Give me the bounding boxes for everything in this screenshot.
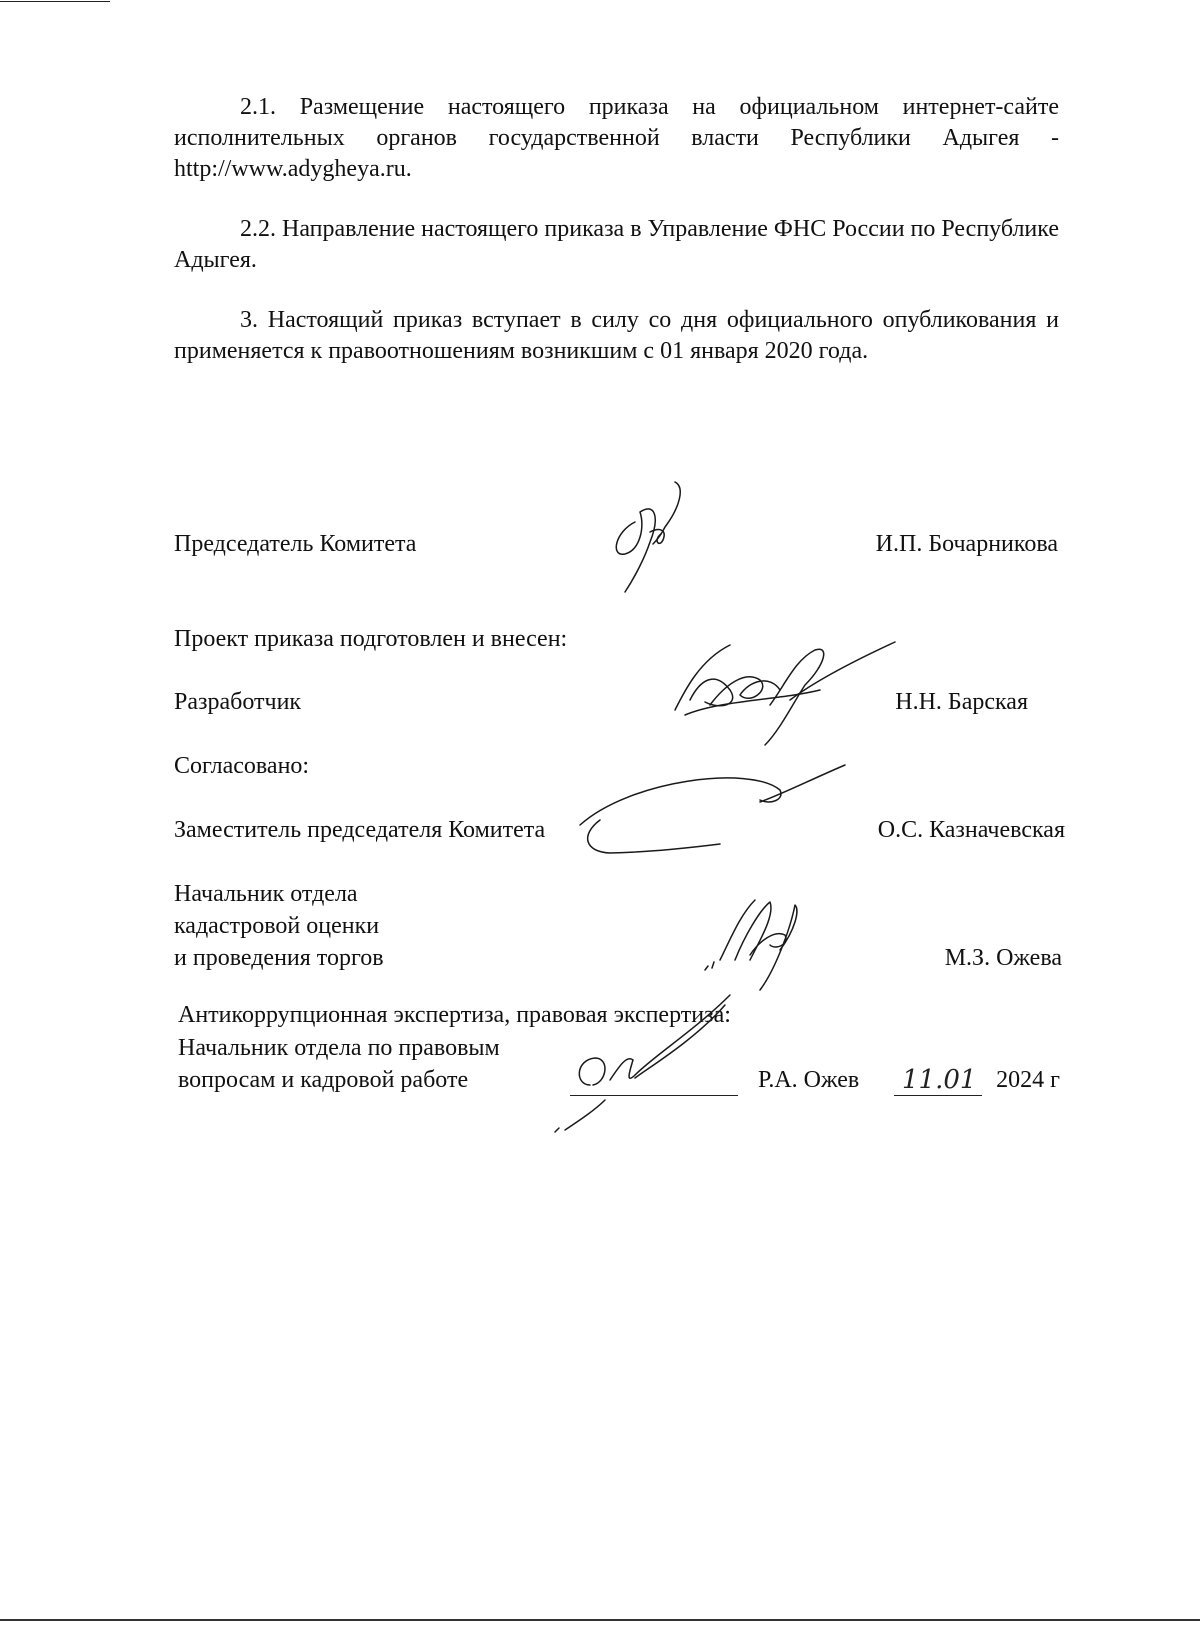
- chair-name: И.П. Бочарникова: [875, 531, 1058, 557]
- project-line: Проект приказа подготовлен и внесен:: [174, 626, 568, 652]
- head-signature: [700, 890, 820, 1000]
- legal-date-printed: 2024 г: [996, 1067, 1060, 1093]
- legal-date-handwritten: 11.01: [902, 1065, 977, 1095]
- scan-top-mark: [0, 1, 110, 2]
- chair-title: Председатель Комитета: [174, 531, 417, 557]
- agreed-label: Согласовано:: [174, 753, 310, 779]
- legal-title-line1: Начальник отдела по правовым: [178, 1035, 500, 1061]
- developer-title: Разработчик: [174, 689, 302, 715]
- paragraph-2-2: 2.2. Направление настоящего приказа в Управление ФНС России по Республике Адыгея.: [174, 216, 1059, 273]
- paragraph-3: 3. Настоящий приказ вступает в силу со дня официального опубликования и применяется к правоотношениям возникшим с 01 января 2020 года.: [174, 307, 1059, 364]
- deputy-title: Заместитель председателя Комитета: [174, 817, 546, 843]
- head-title-line2: кадастровой оценки: [174, 913, 380, 939]
- expertise-line: Антикоррупционная экспертиза, правовая экспертиза:: [178, 1002, 731, 1028]
- head-title-line3: и проведения торгов: [174, 945, 384, 971]
- scan-bottom-edge: [0, 1619, 1200, 1621]
- legal-name: Р.А. Ожев: [758, 1067, 860, 1093]
- head-title-line1: Начальник отдела: [174, 881, 358, 907]
- paragraph-2-1: 2.1. Размещение настоящего приказа на официальном интернет-сайте исполнительных органов государственной власти Республики Адыгея - http://www.adygheya.ru.: [174, 94, 1059, 182]
- chair-signature: [605, 482, 715, 602]
- legal-title-line2: вопросам и кадровой работе: [178, 1067, 469, 1093]
- deputy-signature: [570, 760, 850, 870]
- legal-date-rule: [894, 1095, 982, 1096]
- developer-name: Н.Н. Барская: [895, 689, 1028, 715]
- deputy-name: О.С. Казначевская: [877, 817, 1065, 843]
- developer-signature: [670, 630, 900, 750]
- legal-signature: [545, 990, 745, 1140]
- head-name: М.З. Ожева: [944, 945, 1062, 971]
